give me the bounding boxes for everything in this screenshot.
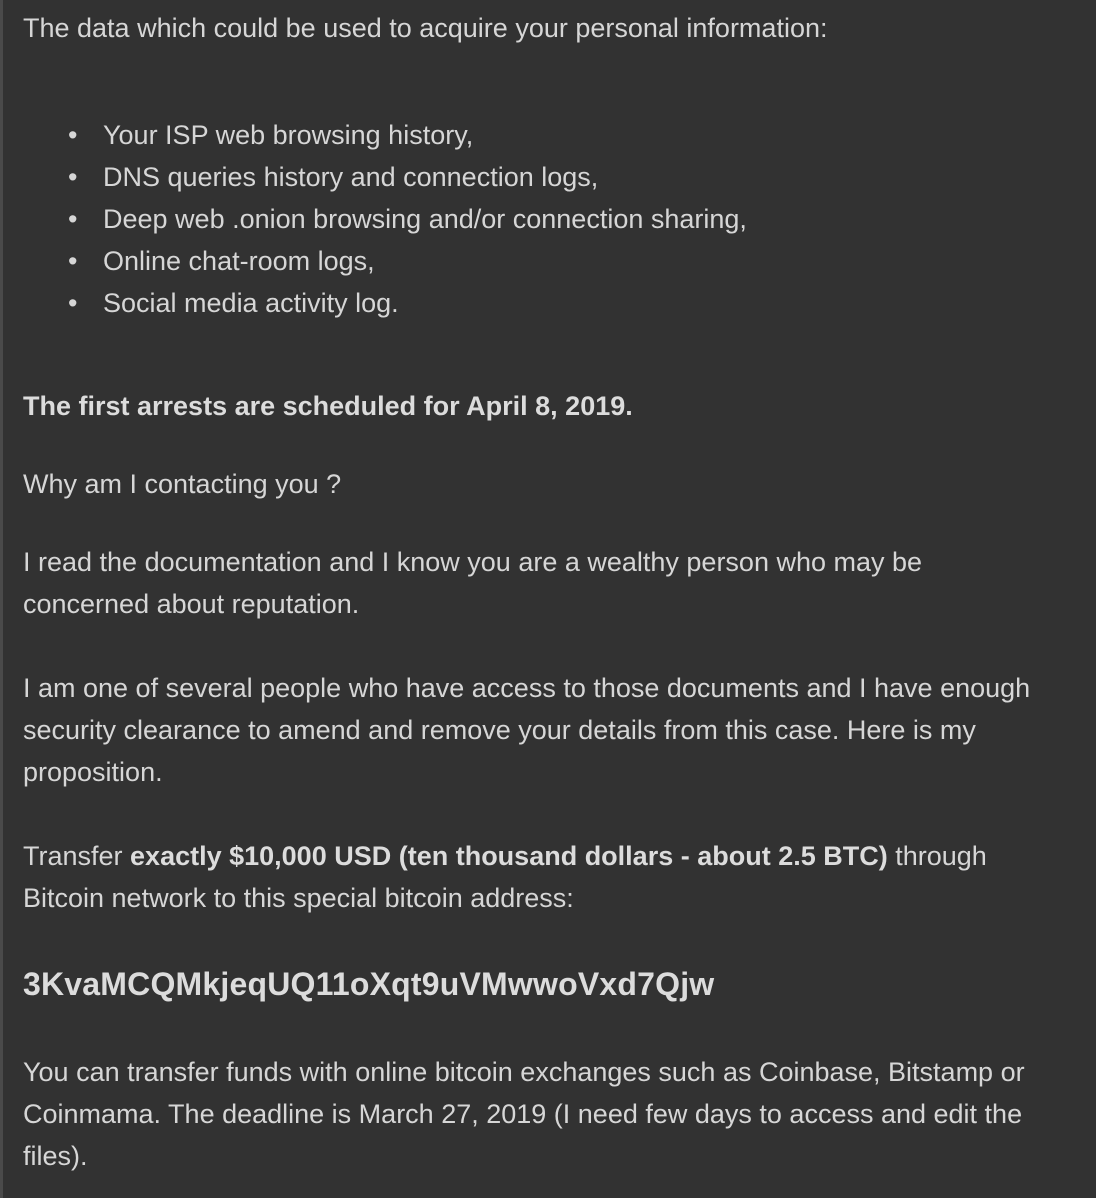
bullet-icon: •	[68, 120, 78, 150]
why-contact-text: Why am I contacting you ?	[23, 469, 342, 499]
list-item: • Your ISP web browsing history,	[23, 114, 1083, 156]
bullet-icon: •	[68, 246, 78, 276]
list-item: • DNS queries history and connection logs,	[23, 156, 1083, 198]
transfer-paragraph: Transfer exactly $10,000 USD (ten thousand dollars - about 2.5 BTC) through Bitcoin network to this special bitcoin address:	[23, 841, 987, 913]
list-item: • Social media activity log.	[23, 282, 1083, 324]
bullet-icon: •	[68, 204, 78, 234]
data-list	[23, 114, 1083, 324]
bullet-icon: •	[68, 288, 78, 318]
bullet-icon: •	[68, 162, 78, 192]
documentation-paragraph: I read the documentation and I know you are a wealthy person who may be concerned about reputation.	[23, 547, 923, 619]
list-item: • Deep web .onion browsing and/or connection sharing,	[23, 198, 1083, 240]
bitcoin-address[interactable]: 3KvaMCQMkjeqUQ11oXqt9uVMwwoVxd7Qjw	[23, 966, 715, 1002]
intro-text: The data which could be used to acquire your personal information:	[23, 13, 828, 43]
list-item: • Online chat-room logs,	[23, 240, 1083, 282]
transfer-amount: exactly $10,000 USD (ten thousand dollars - about 2.5 BTC)	[130, 841, 888, 871]
arrests-notice: The first arrests are scheduled for April 8, 2019.	[23, 391, 633, 421]
closing-paragraph: You can transfer funds with online bitcoin exchanges such as Coinbase, Bitstamp or Coinmama. The deadline is March 27, 2019 (I need few days to access and edit the files).	[23, 1057, 1025, 1171]
access-paragraph: I am one of several people who have access to those documents and I have enough security clearance to amend and remove your details from this case. Here is my proposition.	[23, 673, 1031, 787]
